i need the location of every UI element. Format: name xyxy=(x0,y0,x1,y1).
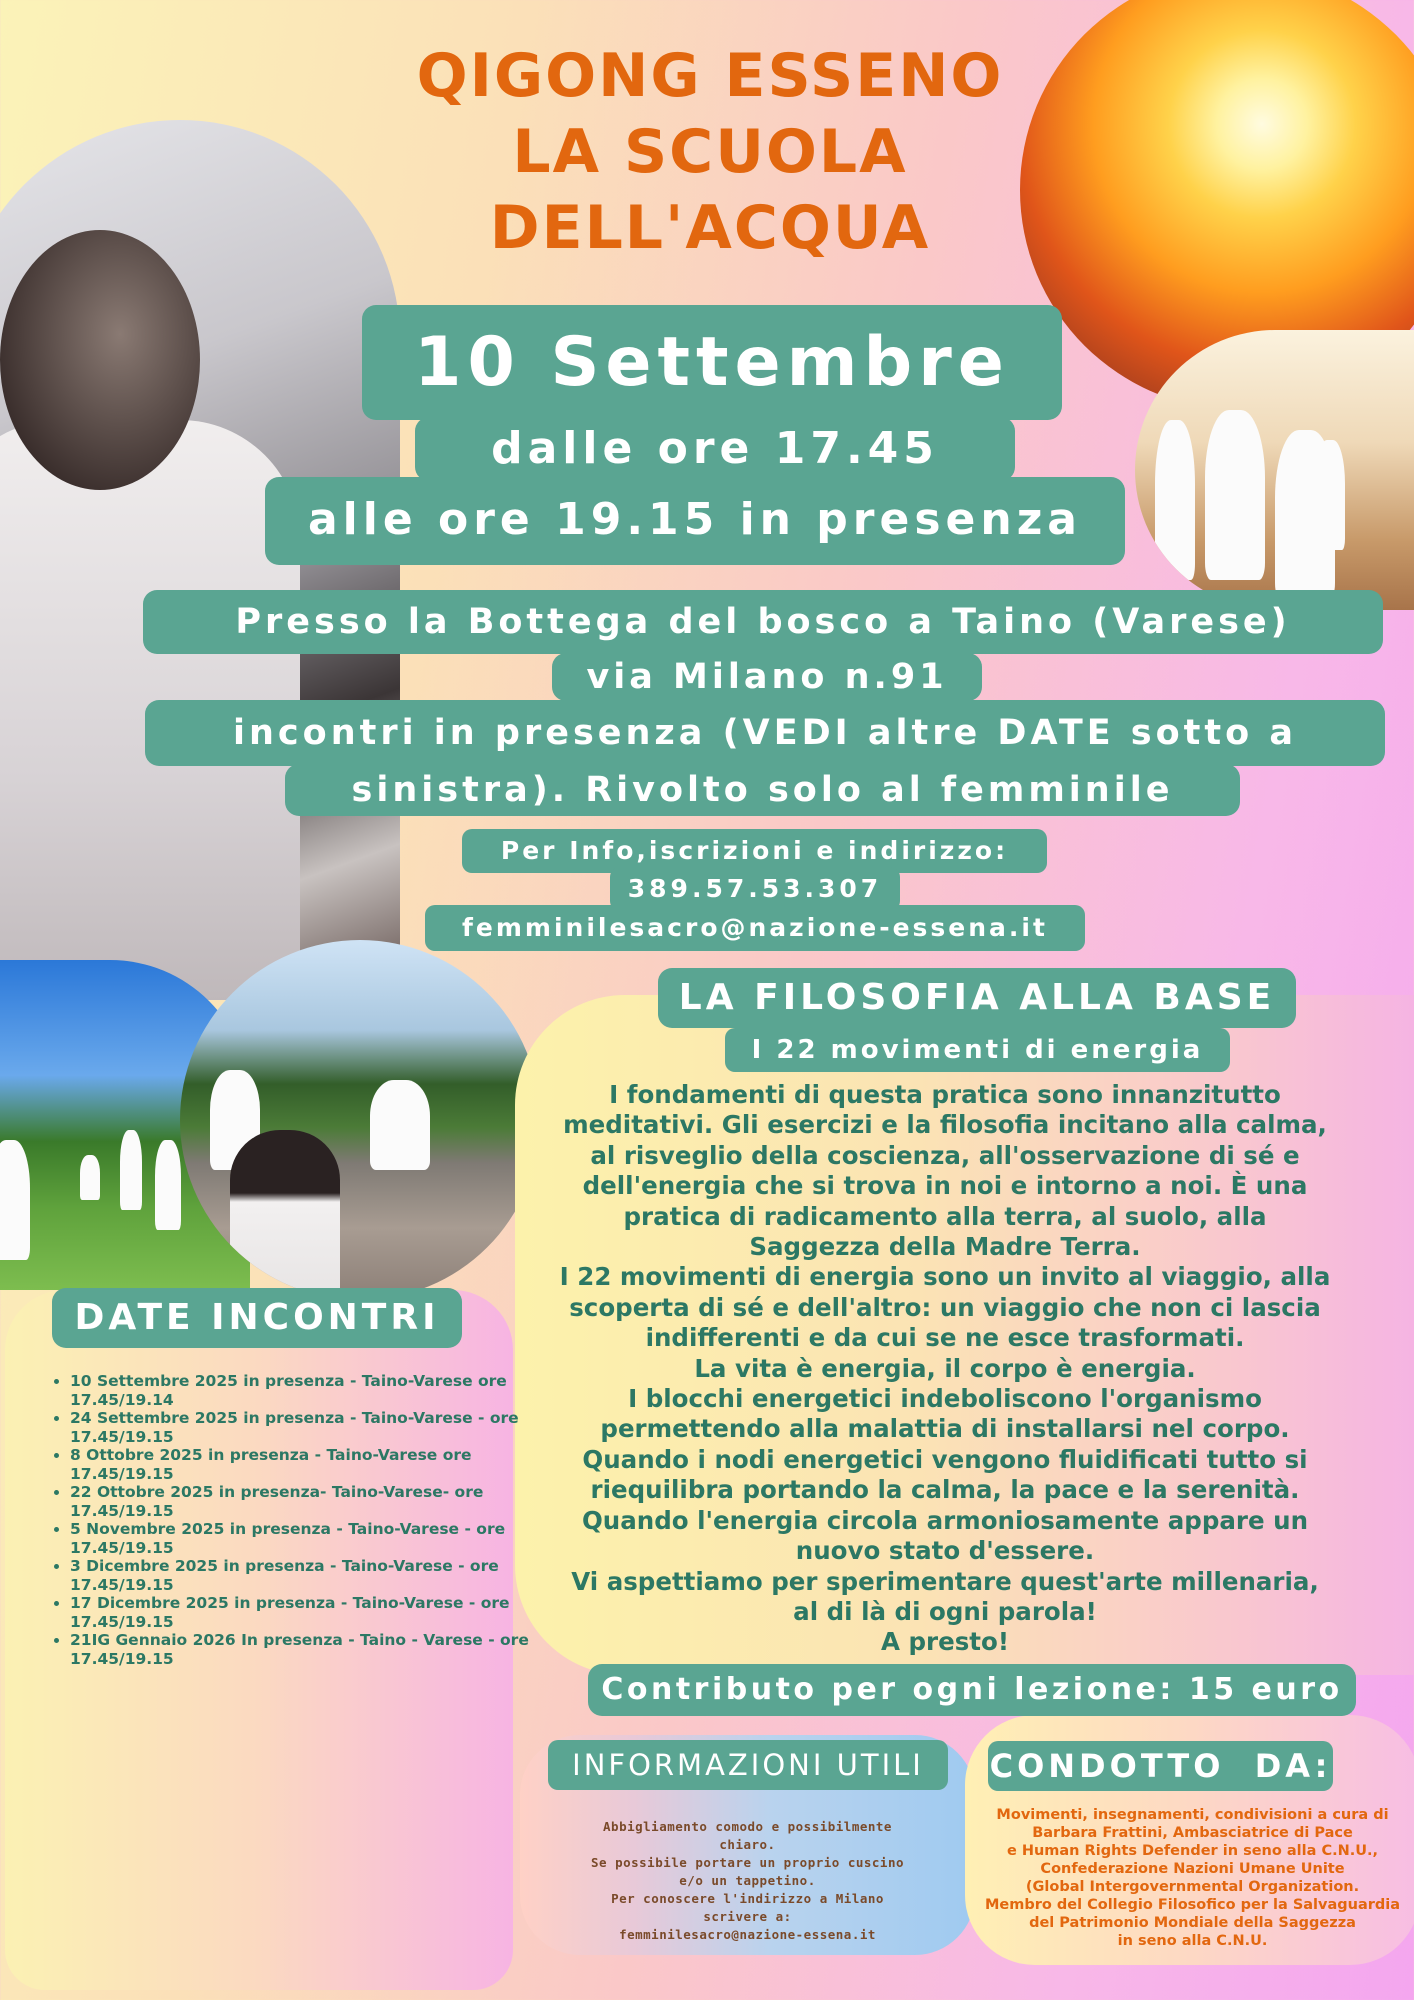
title-line-2: LA SCUOLA xyxy=(512,117,908,187)
conducted-line: Barbara Frattini, Ambasciatrice di Pace xyxy=(1032,1825,1353,1841)
figure-shape xyxy=(1205,410,1265,580)
conducted-line: Membro del Collegio Filosofico per la Salvaguardia xyxy=(984,1897,1401,1913)
philosophy-line: nuovo stato d'essere. xyxy=(795,1536,1095,1566)
conducted-line: e Human Rights Defender in seno alla C.N.U., xyxy=(1006,1843,1379,1859)
date-item: • 3 Dicembre 2025 in presenza - Taino-Varese - ore 17.45/19.15 xyxy=(70,1557,530,1594)
philosophy-text xyxy=(530,1080,1360,1658)
philosophy-line: meditativi. Gli esercizi e la filosofia incitano alla calma, xyxy=(563,1110,1327,1140)
conducted-line: in seno alla C.N.U. xyxy=(1117,1933,1268,1949)
photo-group-indoor xyxy=(1135,330,1414,610)
philosophy-line: permettendo alla malattia di installarsi nel corpo. xyxy=(600,1414,1290,1444)
date-item: • 5 Novembre 2025 in presenza - Taino-Varese - ore 17.45/19.15 xyxy=(70,1520,530,1557)
philosophy-line: Quando i nodi energetici vengono fluidificati tutto si xyxy=(582,1444,1308,1474)
event-note-line-1: incontri in presenza (VEDI altre DATE sotto a xyxy=(145,700,1385,766)
date-item: • 8 Ottobre 2025 in presenza - Taino-Varese ore 17.45/19.15 xyxy=(70,1446,530,1483)
figure-shape xyxy=(120,1130,142,1210)
contact-label: Per Info,iscrizioni e indirizzo: xyxy=(462,829,1047,873)
info-line[interactable]: femminilesacro@nazione-essena.it xyxy=(619,1927,876,1942)
info-line: e/o un tappetino. xyxy=(679,1873,816,1888)
date-item: • 10 Settembre 2025 in presenza - Taino-Varese ore 17.45/19.14 xyxy=(70,1372,530,1409)
title-line-1: QIGONG ESSENO xyxy=(416,41,1004,111)
event-address: via Milano n.91 xyxy=(552,653,982,701)
philosophy-heading: LA FILOSOFIA ALLA BASE xyxy=(658,968,1296,1028)
event-time-from: dalle ore 17.45 xyxy=(415,417,1015,481)
contribution-banner: Contributo per ogni lezione: 15 euro xyxy=(588,1664,1356,1716)
conducted-line: Confederazione Nazioni Umane Unite xyxy=(1040,1861,1345,1877)
event-time-to: alle ore 19.15 in presenza xyxy=(265,477,1125,565)
figure-shape xyxy=(1315,440,1345,550)
contact-phone: 389.57.53.307 xyxy=(610,867,900,911)
contact-email[interactable]: femminilesacro@nazione-essena.it xyxy=(425,905,1085,951)
philosophy-line: Quando l'energia circola armoniosamente appare un xyxy=(581,1505,1309,1535)
philosophy-line: al risveglio della coscienza, all'osservazione di sé e xyxy=(590,1140,1300,1170)
philosophy-line: I 22 movimenti di energia sono un invito al viaggio, alla xyxy=(559,1262,1331,1292)
conducted-heading: CONDOTTO DA: xyxy=(988,1741,1333,1791)
philosophy-line: Vi aspettiamo per sperimentare quest'arte millenaria, xyxy=(571,1566,1319,1596)
info-line: chiaro. xyxy=(719,1837,776,1852)
date-item: • 21IG Gennaio 2026 In presenza - Taino - Varese - ore 17.45/19.15 xyxy=(70,1631,530,1668)
info-line: Abbigliamento comodo e possibilmente xyxy=(603,1819,892,1834)
philosophy-line: scoperta di sé e dell'altro: un viaggio che non ci lascia xyxy=(569,1292,1321,1322)
event-title xyxy=(300,38,1120,266)
philosophy-line: La vita è energia, il corpo è energia. xyxy=(694,1353,1196,1383)
info-line: Per conoscere l'indirizzo a Milano xyxy=(611,1891,884,1906)
conducted-line: (Global Intergovernmental Organization. xyxy=(1025,1879,1360,1895)
figure-shape xyxy=(0,1140,30,1260)
event-date: 10 Settembre xyxy=(362,305,1062,420)
event-location: Presso la Bottega del bosco a Taino (Varese) xyxy=(143,590,1383,654)
date-item: • 22 Ottobre 2025 in presenza- Taino-Varese- ore 17.45/19.15 xyxy=(70,1483,530,1520)
philosophy-line: I blocchi energetici indeboliscono l'organismo xyxy=(628,1384,1262,1414)
info-line: Se possibile portare un proprio cuscino xyxy=(591,1855,904,1870)
conducted-text xyxy=(970,1806,1414,1950)
philosophy-line: pratica di radicamento alla terra, al suolo, alla xyxy=(623,1201,1267,1231)
photo-group-terrace xyxy=(180,940,540,1300)
figure-shape xyxy=(80,1155,100,1200)
woman-back-shape xyxy=(230,1130,340,1300)
info-line: scrivere a: xyxy=(703,1909,792,1924)
info-heading: INFORMAZIONI UTILI xyxy=(548,1740,948,1790)
philosophy-line: Saggezza della Madre Terra. xyxy=(749,1232,1141,1262)
conducted-line: Movimenti, insegnamenti, condivisioni a cura di xyxy=(996,1807,1389,1823)
date-item: • 24 Settembre 2025 in presenza - Taino-Varese - ore 17.45/19.15 xyxy=(70,1409,530,1446)
title-line-3: DELL'ACQUA xyxy=(489,193,931,263)
dates-list xyxy=(30,1372,530,1668)
date-item: • 17 Dicembre 2025 in presenza - Taino-Varese - ore 17.45/19.15 xyxy=(70,1594,530,1631)
philosophy-line: dell'energia che si trova in noi e intorno a noi. È una xyxy=(582,1171,1308,1201)
dates-heading: DATE INCONTRI xyxy=(52,1288,462,1348)
philosophy-line: A presto! xyxy=(880,1627,1010,1657)
figure-shape xyxy=(370,1080,430,1170)
info-text xyxy=(560,1818,935,1944)
conducted-line: del Patrimonio Mondiale della Saggezza xyxy=(1029,1915,1356,1931)
figure-shape xyxy=(155,1140,181,1230)
woman-head-shape xyxy=(0,230,200,490)
philosophy-line: al di là di ogni parola! xyxy=(793,1596,1097,1626)
event-note-line-2: sinistra). Rivolto solo al femminile xyxy=(285,764,1240,816)
philosophy-line: riequilibra portando la calma, la pace e la serenità. xyxy=(590,1475,1300,1505)
philosophy-subheading: I 22 movimenti di energia xyxy=(725,1028,1230,1072)
philosophy-line: I fondamenti di questa pratica sono innanzitutto xyxy=(609,1080,1281,1109)
philosophy-line: indifferenti e da cui se ne esce trasformati. xyxy=(645,1323,1245,1353)
figure-shape xyxy=(1155,420,1195,580)
